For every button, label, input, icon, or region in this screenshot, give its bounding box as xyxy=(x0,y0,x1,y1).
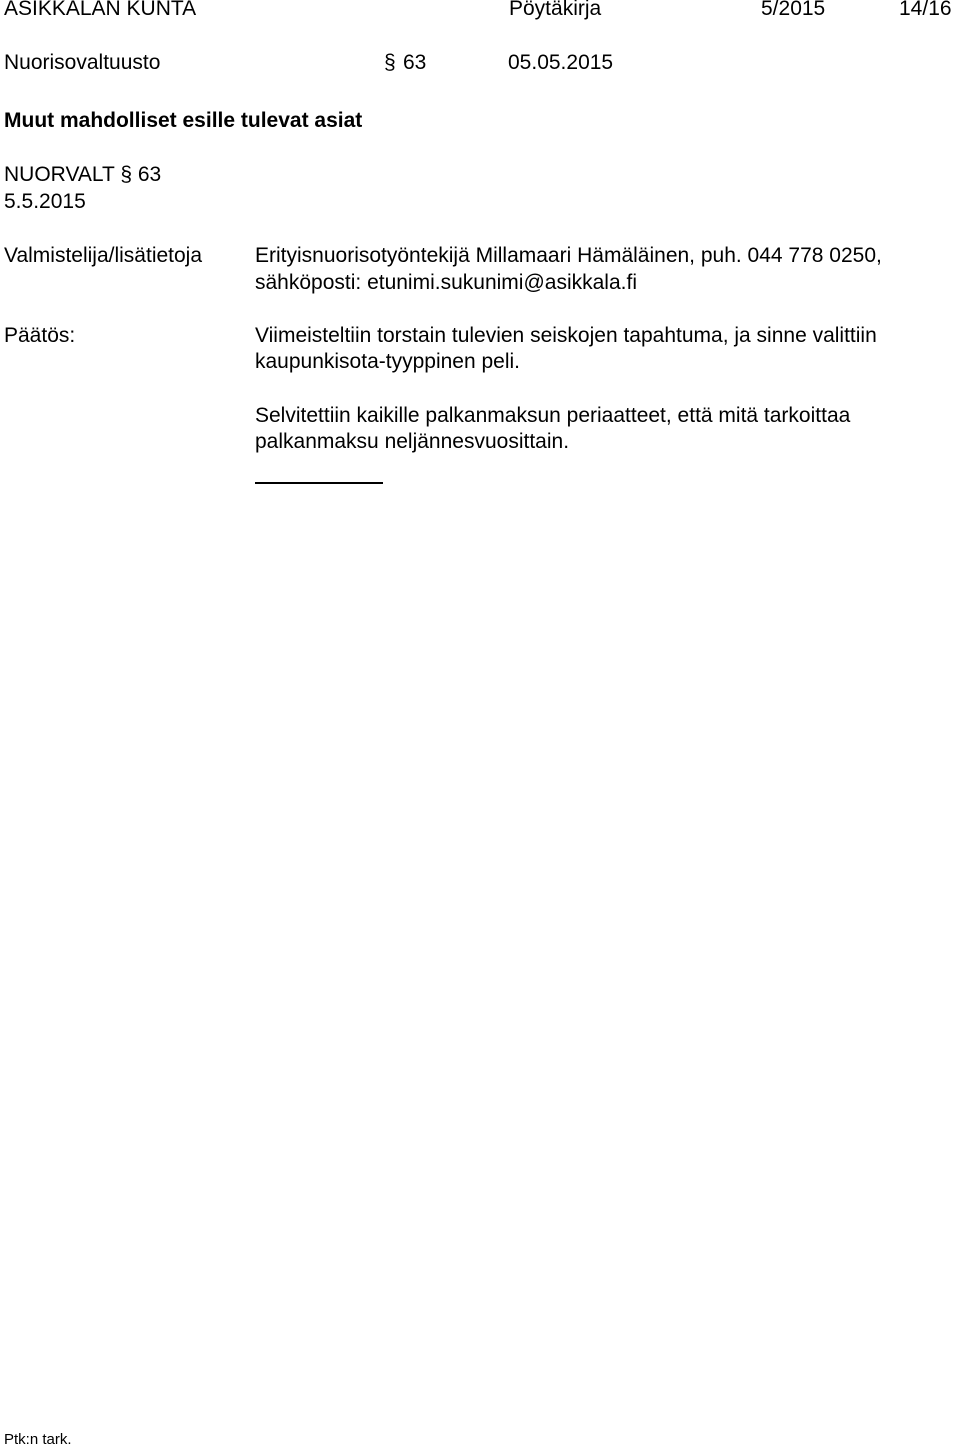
preparer-email: sähköposti: etunimi.sukunimi@asikkala.fi xyxy=(255,271,637,294)
reference-org: NUORVALT xyxy=(4,163,115,186)
body-name: Nuorisovaltuusto xyxy=(4,51,161,74)
section-sign: § xyxy=(384,51,396,74)
page-number: 14/16 xyxy=(899,0,952,20)
decision-label: Päätös: xyxy=(4,324,76,347)
document-type: Pöytäkirja xyxy=(509,0,602,20)
section-end-rule xyxy=(255,482,383,484)
item-title: Muut mahdolliset esille tulevat asiat xyxy=(4,109,363,132)
decision-paragraph-1: Viimeisteltiin torstain tulevien seiskojen tapahtuma, ja sinne valittiin kaupunkisota-tyyppinen peli. xyxy=(255,324,877,373)
preparer-contact: Erityisnuorisotyöntekijä Millamaari Hämäläinen, puh. 044 778 0250, xyxy=(255,244,882,267)
meeting-date: 05.05.2015 xyxy=(508,51,614,74)
reference-number: 63 xyxy=(137,163,162,186)
municipality-name: ASIKKALAN KUNTA xyxy=(4,0,197,20)
reference-section-sign: § xyxy=(120,163,133,186)
item-reference xyxy=(4,162,161,188)
reference-date: 5.5.2015 xyxy=(4,190,86,213)
document-number: 5/2015 xyxy=(761,0,826,20)
preparer-label: Valmistelija/lisätietoja xyxy=(4,244,203,267)
section-number: 63 xyxy=(403,51,427,74)
decision-paragraph-2: Selvitettiin kaikille palkanmaksun periaatteet, että mitä tarkoittaa palkanmaksu neljännesvuosittain. xyxy=(255,404,851,453)
verification-label: Ptk:n tark. xyxy=(4,1431,72,1448)
